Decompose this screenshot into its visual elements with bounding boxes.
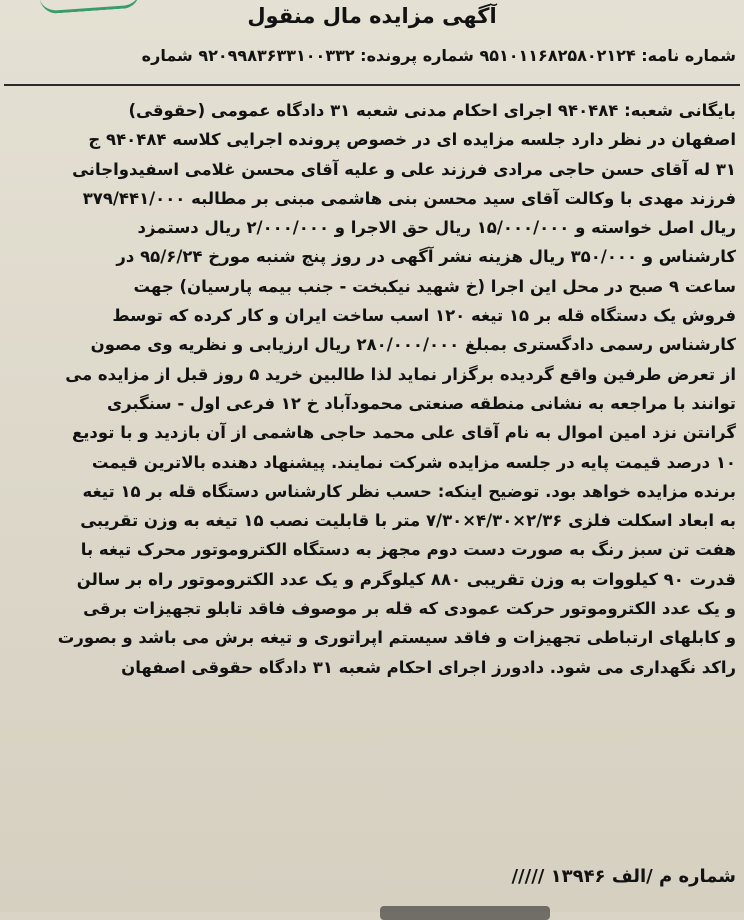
- notice-body: [8, 96, 736, 682]
- body-line: بایگانی شعبه: ۹۴۰۴۸۴ اجرای احکام مدنی شعبه ۳۱ دادگاه عمومی (حقوقی): [128, 101, 736, 120]
- body-line: کارشناس و ۳۵۰/۰۰۰ ریال هزینه نشر آگهی در روز پنج شنبه مورخ ۹۵/۶/۲۴ در: [116, 247, 736, 267]
- reference-numbers-line: شماره نامه: ۹۵۱۰۱۱۶۸۲۵۸۰۲۱۲۴ شماره پرونده: ۹۲۰۹۹۸۳۶۳۳۱۰۰۳۳۲ شماره: [141, 46, 736, 65]
- footer-number: شماره م /الف ۱۳۹۴۶ /////: [511, 866, 736, 887]
- body-line: برنده مزایده خواهد بود. توضیح اینکه: حسب نظر کارشناس دستگاه قله بر ۱۵ تیغه: [82, 481, 736, 501]
- body-line: فرزند مهدی با وکالت آقای سید محسن بنی هاشمی مبنی بر مطالبه ۳۷۹/۴۴۱/۰۰۰: [82, 188, 736, 208]
- body-line: از تعرض طرفین واقع گردیده برگزار نماید لذا طالبین خرید ۵ روز قبل از مزایده می: [65, 364, 736, 384]
- body-line: راکد نگهداری می شود. دادورز اجرای احکام شعبه ۳۱ دادگاه حقوقی اصفهان: [121, 657, 736, 677]
- body-line: هفت تن سبز رنگ به صورت دست دوم مجهز به دستگاه الکتروموتور محرک تیغه با: [80, 540, 736, 560]
- next-article-fragment: [380, 906, 550, 920]
- title-divider: [4, 84, 740, 86]
- body-line: ساعت ۹ صبح در محل این اجرا (خ شهید نیکبخت - جنب بیمه پارسیان) جهت: [133, 276, 736, 296]
- body-line: اصفهان در نظر دارد جلسه مزایده ای در خصوص پرونده اجرایی کلاسه ۹۴۰۴۸۴ ج: [88, 130, 736, 150]
- body-line: به ابعاد اسکلت فلزی ۲/۳۶×۴/۳۰×۷/۳۰ متر با قابلیت نصب ۱۵ تیغه به وزن تقریبی: [80, 511, 736, 531]
- body-line: توانند با مراجعه به نشانی منطقه صنعتی محمودآباد خ ۱۲ فرعی اول - سنگبری: [106, 393, 736, 413]
- body-line: ۱۰ درصد قیمت پایه در جلسه مزایده شرکت نمایند. پیشنهاد دهنده بالاترین قیمت: [91, 452, 736, 472]
- body-line: قدرت ۹۰ کیلووات به وزن تقریبی ۸۸۰ کیلوگرم و یک عدد الکتروموتور راه بر سالن: [76, 569, 736, 589]
- body-line: و یک عدد الکتروموتور حرکت عمودی که قله بر موصوف فاقد تابلو تجهیزات برقی: [83, 599, 736, 619]
- body-line: و کابلهای ارتباطی تجهیزات و فاقد سیستم اپراتوری و تیغه برش می باشد و بصورت: [57, 628, 736, 648]
- body-line: گرانتن نزد امین اموال به نام آقای علی محمد حاجی هاشمی از آن بازدید و با تودیع: [71, 423, 736, 443]
- body-line: ریال اصل خواسته و ۱۵/۰۰۰/۰۰۰ ریال حق الاجرا و ۲/۰۰۰/۰۰۰ ریال دستمزد: [137, 218, 736, 238]
- body-line: فروش یک دستگاه قله بر ۱۵ تیغه ۱۲۰ اسب ساخت ایران و کار کرده که توسط: [112, 306, 736, 326]
- body-line: ۳۱ له آقای حسن حاجی مرادی فرزند علی و علیه آقای محسن غلامی اسفیدواجانی: [72, 159, 736, 179]
- body-line: کارشناس رسمی دادگستری بمبلغ ۲۸۰/۰۰۰/۰۰۰ ریال ارزیابی و نظریه وی مصون: [90, 335, 736, 355]
- notice-title: آگهی مزایده مال منقول: [247, 4, 497, 28]
